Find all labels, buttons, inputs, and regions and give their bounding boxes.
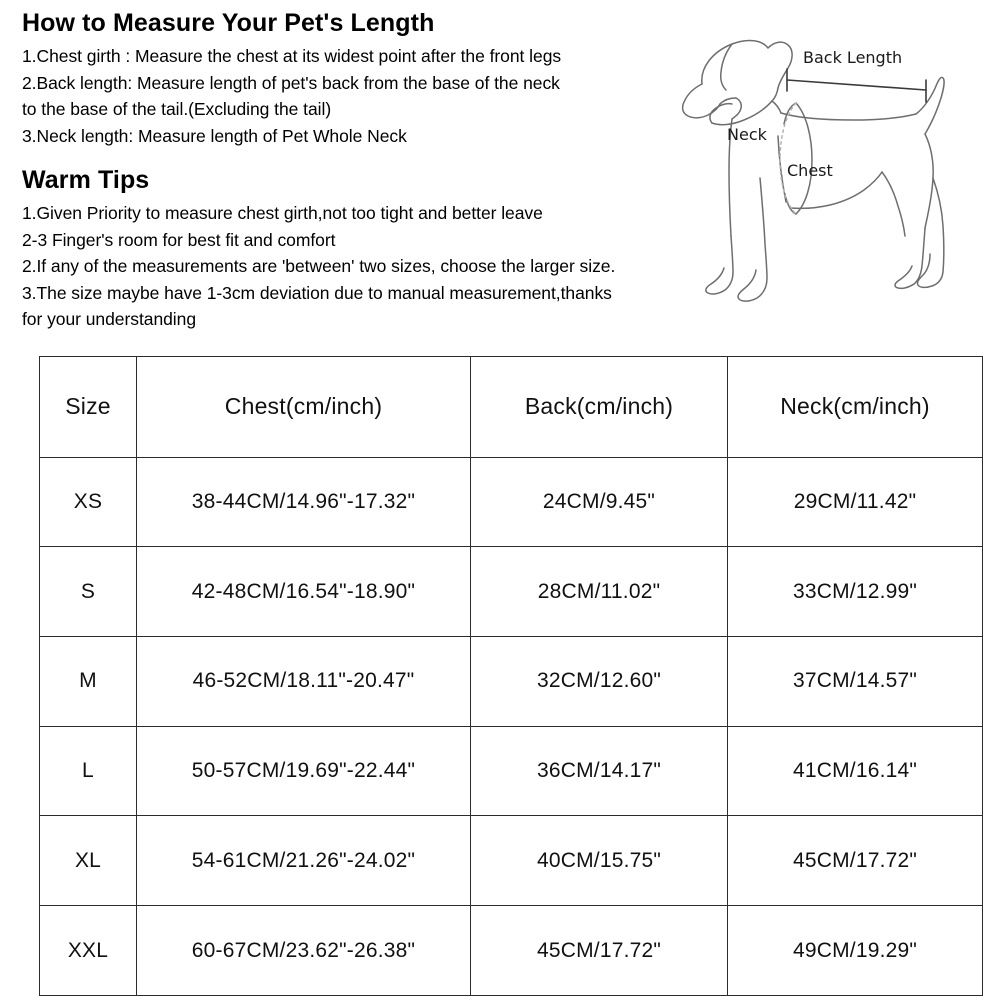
cell-size: XXL [40, 906, 137, 996]
cell-size: S [40, 547, 137, 637]
table-header-row [40, 357, 983, 458]
tip-line: for your understanding [22, 309, 197, 329]
cell-back: 36CM/14.17" [471, 726, 728, 816]
cell-back: 32CM/12.60" [471, 636, 728, 726]
cell-neck: 45CM/17.72" [728, 816, 983, 906]
cell-chest: 42-48CM/16.54"-18.90" [137, 547, 471, 637]
instructions-column [22, 8, 662, 333]
table-row [40, 816, 983, 906]
cell-size: XL [40, 816, 137, 906]
measure-line: to the base of the tail.(Excluding the tail) [22, 99, 332, 119]
chest-label: Chest [787, 161, 833, 180]
cell-chest: 54-61CM/21.26"-24.02" [137, 816, 471, 906]
tip-line: 3.The size maybe have 1-3cm deviation due to manual measurement,thanks [22, 282, 612, 303]
measure-line: 1.Chest girth : Measure the chest at its widest point after the front legs [22, 46, 562, 66]
neck-label: Neck [727, 125, 767, 144]
tip-line: 2-3 Finger's room for best fit and comfort [22, 229, 336, 250]
tips-section-title: Warm Tips [22, 166, 150, 194]
header-size: Size [40, 357, 137, 458]
cell-neck: 49CM/19.29" [728, 906, 983, 996]
size-chart-table [39, 356, 983, 996]
size-chart-table-wrapper [39, 356, 962, 996]
table-row [40, 636, 983, 726]
back-length-measure-bar [787, 69, 926, 102]
cell-size: M [40, 636, 137, 726]
table-row [40, 457, 983, 547]
table-row [40, 726, 983, 816]
dog-measurement-diagram [648, 18, 1001, 348]
table-row [40, 906, 983, 996]
measure-line: 2.Back length: Measure length of pet's back from the base of the neck [22, 72, 560, 93]
cell-back: 40CM/15.75" [471, 816, 728, 906]
cell-chest: 50-57CM/19.69"-22.44" [137, 726, 471, 816]
header-neck: Neck(cm/inch) [728, 357, 983, 458]
cell-neck: 29CM/11.42" [728, 457, 983, 547]
table-row [40, 547, 983, 637]
cell-neck: 37CM/14.57" [728, 636, 983, 726]
cell-back: 28CM/11.02" [471, 547, 728, 637]
tip-line: 2.If any of the measurements are 'between' two sizes, choose the larger size. [22, 256, 616, 276]
header-back: Back(cm/inch) [471, 357, 728, 458]
cell-chest: 38-44CM/14.96"-17.32" [137, 457, 471, 547]
cell-neck: 41CM/16.14" [728, 726, 983, 816]
measure-section-title: How to Measure Your Pet's Length [22, 9, 435, 37]
chest-girth-dotted-arc [780, 103, 796, 214]
back-length-label: Back Length [803, 48, 903, 67]
cell-back: 45CM/17.72" [471, 906, 728, 996]
cell-size: L [40, 726, 137, 816]
measure-line: 3.Neck length: Measure length of Pet Whole Neck [22, 125, 407, 146]
cell-chest: 60-67CM/23.62"-26.38" [137, 906, 471, 996]
cell-neck: 33CM/12.99" [728, 547, 983, 637]
cell-size: XS [40, 457, 137, 547]
header-chest: Chest(cm/inch) [137, 357, 471, 458]
cell-back: 24CM/9.45" [471, 457, 728, 547]
cell-chest: 46-52CM/18.11"-20.47" [137, 636, 471, 726]
tip-line: 1.Given Priority to measure chest girth,not too tight and better leave [22, 203, 543, 223]
